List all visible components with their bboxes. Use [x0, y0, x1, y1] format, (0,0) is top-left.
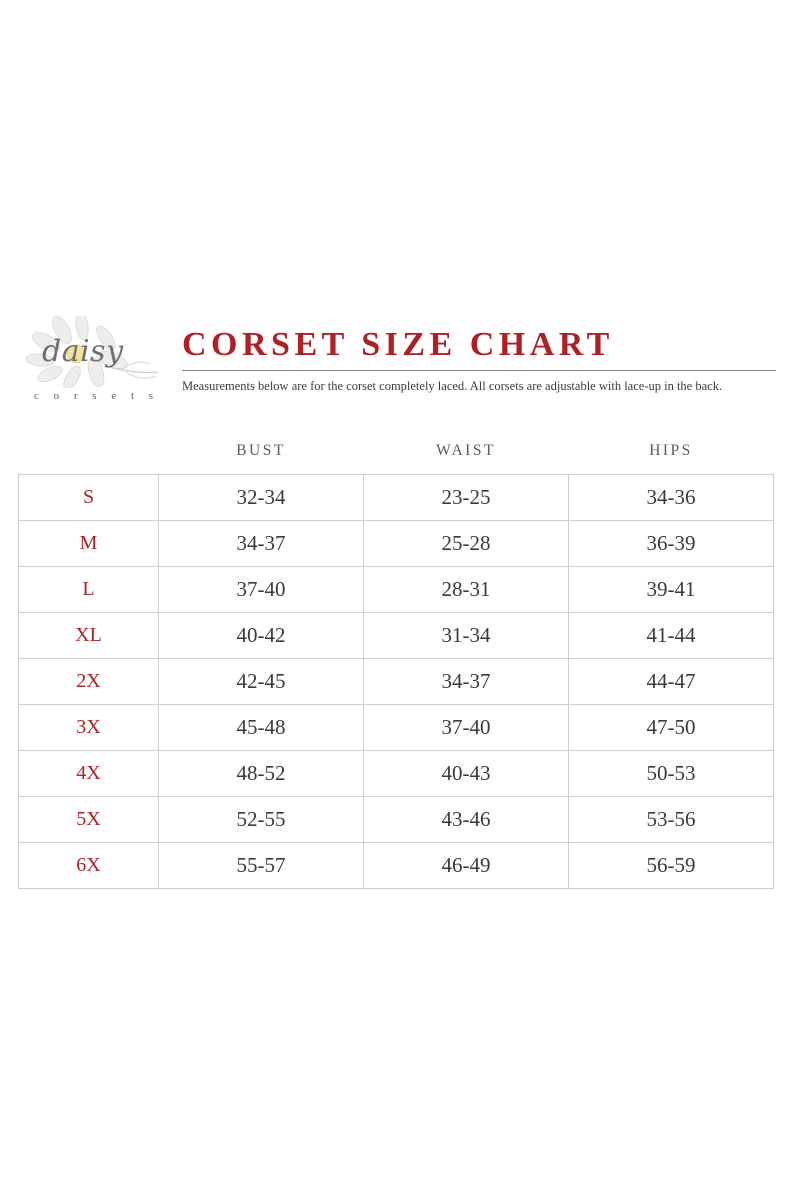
table-row	[19, 751, 774, 797]
column-header-bust: BUST	[236, 442, 286, 459]
cell-waist: 43-46	[364, 797, 569, 843]
cell-waist: 46-49	[364, 843, 569, 889]
cell-size: M	[19, 521, 159, 567]
title-block	[178, 312, 776, 394]
size-chart-table	[18, 436, 774, 889]
table-row	[19, 705, 774, 751]
cell-size: L	[19, 567, 159, 613]
size-chart-container	[18, 312, 774, 889]
cell-hips: 41-44	[569, 613, 774, 659]
table-row	[19, 659, 774, 705]
cell-hips: 56-59	[569, 843, 774, 889]
cell-waist: 31-34	[364, 613, 569, 659]
cell-waist: 37-40	[364, 705, 569, 751]
cell-hips: 53-56	[569, 797, 774, 843]
cell-hips: 39-41	[569, 567, 774, 613]
cell-hips: 34-36	[569, 475, 774, 521]
cell-bust: 40-42	[159, 613, 364, 659]
cell-bust: 32-34	[159, 475, 364, 521]
chart-subtitle: Measurements below are for the corset completely laced. All corsets are adjustable with lace-up in the back.	[182, 379, 723, 393]
brand-logo	[20, 312, 178, 420]
cell-size: XL	[19, 613, 159, 659]
cell-size: S	[19, 475, 159, 521]
column-header-size	[19, 436, 159, 475]
cell-bust: 48-52	[159, 751, 364, 797]
column-header-hips: HIPS	[649, 442, 693, 459]
table-row	[19, 567, 774, 613]
cell-waist: 34-37	[364, 659, 569, 705]
cell-waist: 25-28	[364, 521, 569, 567]
table-body	[19, 475, 774, 889]
cell-waist: 23-25	[364, 475, 569, 521]
cell-waist: 28-31	[364, 567, 569, 613]
table-row	[19, 797, 774, 843]
title-divider	[182, 370, 776, 371]
cell-size: 4X	[19, 751, 159, 797]
table-header	[19, 436, 774, 475]
chart-header	[18, 312, 774, 420]
cell-waist: 40-43	[364, 751, 569, 797]
table-row	[19, 475, 774, 521]
column-header-waist: WAIST	[436, 442, 496, 459]
cell-hips: 47-50	[569, 705, 774, 751]
cell-bust: 52-55	[159, 797, 364, 843]
table-header-row	[19, 436, 774, 475]
cell-hips: 50-53	[569, 751, 774, 797]
cell-hips: 44-47	[569, 659, 774, 705]
page-title: CORSET SIZE CHART	[182, 326, 614, 363]
cell-bust: 55-57	[159, 843, 364, 889]
brand-name: daisy	[42, 334, 124, 369]
table-row	[19, 613, 774, 659]
brand-subtitle: c o r s e t s	[34, 390, 160, 402]
cell-bust: 45-48	[159, 705, 364, 751]
cell-hips: 36-39	[569, 521, 774, 567]
cell-size: 6X	[19, 843, 159, 889]
cell-size: 2X	[19, 659, 159, 705]
cell-size: 3X	[19, 705, 159, 751]
cell-bust: 37-40	[159, 567, 364, 613]
cell-bust: 34-37	[159, 521, 364, 567]
cell-bust: 42-45	[159, 659, 364, 705]
table-row	[19, 843, 774, 889]
cell-size: 5X	[19, 797, 159, 843]
table-row	[19, 521, 774, 567]
